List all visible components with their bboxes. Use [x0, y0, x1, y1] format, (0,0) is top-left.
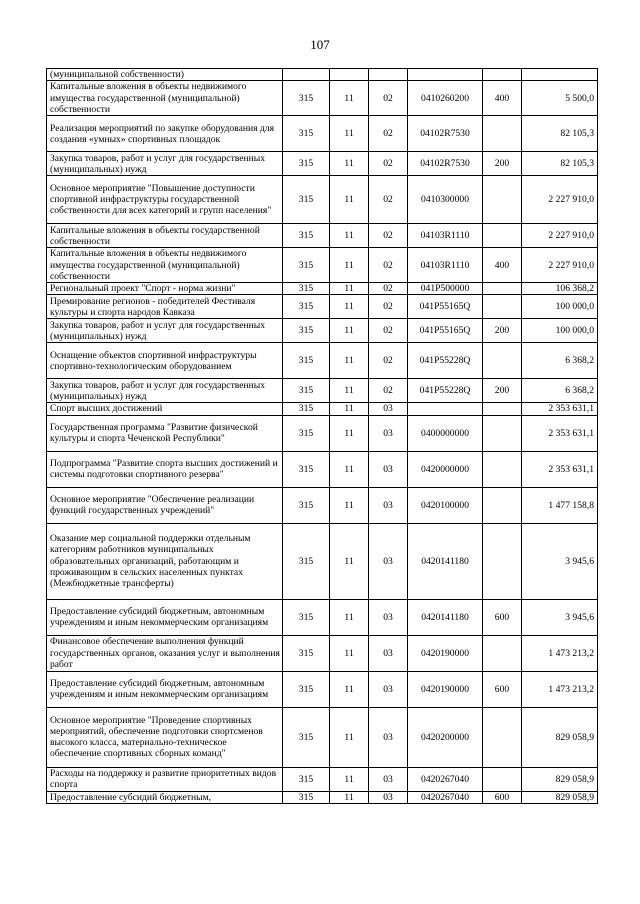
cell-grbs: 315 — [283, 707, 330, 767]
table-row — [47, 224, 598, 248]
cell-target-article: 0420267040 — [408, 791, 483, 803]
cell-target-article: 0410300000 — [408, 176, 483, 224]
cell-subsection: 02 — [369, 343, 408, 379]
table-row — [47, 69, 598, 81]
cell-grbs: 315 — [283, 523, 330, 599]
cell-grbs: 315 — [283, 248, 330, 283]
cell-section: 11 — [330, 599, 369, 635]
cell-section: 11 — [330, 116, 369, 152]
cell-expense-type — [483, 343, 522, 379]
cell-amount: 2 227 910,0 — [522, 248, 598, 283]
cell-expense-type — [483, 403, 522, 415]
cell-subsection: 02 — [369, 152, 408, 176]
table-row — [47, 295, 598, 319]
cell-name: Государственная программа "Развитие физической культуры и спорта Чеченской Республики" — [47, 415, 283, 451]
cell-subsection: 03 — [369, 487, 408, 523]
cell-expense-type — [483, 224, 522, 248]
cell-name: Реализация мероприятий по закупке оборудования для создания «умных» спортивных площадок — [47, 116, 283, 152]
cell-target-article — [408, 69, 483, 81]
cell-section: 11 — [330, 415, 369, 451]
cell-name: Расходы на поддержку и развитие приоритетных видов спорта — [47, 767, 283, 791]
cell-target-article: 04103R1110 — [408, 248, 483, 283]
cell-amount: 2 353 631,1 — [522, 415, 598, 451]
table-row — [47, 635, 598, 671]
cell-name: Оказание мер социальной поддержки отдельным категориям работников муниципальных образовательных организаций, работающим и проживающим в сельских населенных пунктах (Межбюджетные трансферты) — [47, 523, 283, 599]
cell-subsection: 03 — [369, 767, 408, 791]
cell-section: 11 — [330, 295, 369, 319]
cell-subsection: 02 — [369, 295, 408, 319]
cell-section: 11 — [330, 319, 369, 343]
cell-expense-type — [483, 295, 522, 319]
cell-amount: 2 227 910,0 — [522, 176, 598, 224]
cell-target-article: 0420000000 — [408, 451, 483, 487]
cell-section: 11 — [330, 635, 369, 671]
cell-expense-type: 200 — [483, 319, 522, 343]
cell-expense-type — [483, 451, 522, 487]
table-row — [47, 707, 598, 767]
cell-expense-type: 600 — [483, 791, 522, 803]
cell-expense-type — [483, 635, 522, 671]
cell-section: 11 — [330, 248, 369, 283]
cell-expense-type: 200 — [483, 379, 522, 403]
cell-grbs: 315 — [283, 152, 330, 176]
cell-target-article: 0420141180 — [408, 599, 483, 635]
budget-table — [46, 68, 598, 804]
cell-amount: 82 105,3 — [522, 152, 598, 176]
cell-grbs: 315 — [283, 767, 330, 791]
cell-section: 11 — [330, 379, 369, 403]
table-row — [47, 451, 598, 487]
cell-amount: 1 477 158,8 — [522, 487, 598, 523]
cell-target-article: 0420200000 — [408, 707, 483, 767]
cell-grbs: 315 — [283, 116, 330, 152]
cell-amount: 829 058,9 — [522, 791, 598, 803]
cell-amount: 1 473 213,2 — [522, 671, 598, 707]
cell-grbs: 315 — [283, 176, 330, 224]
cell-grbs: 315 — [283, 451, 330, 487]
cell-amount: 82 105,3 — [522, 116, 598, 152]
cell-target-article: 0420190000 — [408, 635, 483, 671]
cell-target-article: 041P55228Q — [408, 343, 483, 379]
cell-target-article — [408, 403, 483, 415]
cell-amount: 100 000,0 — [522, 319, 598, 343]
cell-expense-type: 400 — [483, 81, 522, 116]
cell-section: 11 — [330, 81, 369, 116]
cell-amount: 829 058,9 — [522, 767, 598, 791]
cell-target-article: 0420190000 — [408, 671, 483, 707]
table-row — [47, 415, 598, 451]
cell-amount: 2 353 631,1 — [522, 451, 598, 487]
page-number: 107 — [310, 37, 330, 52]
cell-target-article: 041P55165Q — [408, 319, 483, 343]
cell-subsection: 02 — [369, 283, 408, 295]
cell-subsection: 03 — [369, 599, 408, 635]
table-row — [47, 283, 598, 295]
table-row — [47, 116, 598, 152]
cell-expense-type — [483, 69, 522, 81]
cell-target-article: 0420100000 — [408, 487, 483, 523]
cell-subsection: 03 — [369, 635, 408, 671]
cell-target-article: 04103R1110 — [408, 224, 483, 248]
cell-subsection: 02 — [369, 319, 408, 343]
table-row — [47, 523, 598, 599]
cell-expense-type: 400 — [483, 248, 522, 283]
cell-name: Премирование регионов - победителей Фестиваля культуры и спорта народов Кавказа — [47, 295, 283, 319]
cell-grbs: 315 — [283, 599, 330, 635]
cell-section: 11 — [330, 487, 369, 523]
cell-grbs: 315 — [283, 403, 330, 415]
cell-grbs: 315 — [283, 283, 330, 295]
cell-amount: 106 368,2 — [522, 283, 598, 295]
cell-grbs: 315 — [283, 379, 330, 403]
cell-subsection: 03 — [369, 523, 408, 599]
table-row — [47, 671, 598, 707]
cell-name: Основное мероприятие "Повышение доступности спортивной инфраструктуры государственной собственности для всех категорий и групп населения" — [47, 176, 283, 224]
cell-expense-type — [483, 487, 522, 523]
cell-expense-type — [483, 116, 522, 152]
cell-section: 11 — [330, 707, 369, 767]
cell-subsection: 02 — [369, 81, 408, 116]
cell-grbs: 315 — [283, 487, 330, 523]
cell-name: Закупка товаров, работ и услуг для государственных (муниципальных) нужд — [47, 379, 283, 403]
cell-name: Подпрограмма "Развитие спорта высших достижений и системы подготовки спортивного резерва" — [47, 451, 283, 487]
cell-subsection: 03 — [369, 791, 408, 803]
cell-section: 11 — [330, 451, 369, 487]
cell-subsection: 03 — [369, 671, 408, 707]
cell-subsection: 02 — [369, 176, 408, 224]
cell-amount: 2 227 910,0 — [522, 224, 598, 248]
cell-grbs: 315 — [283, 343, 330, 379]
budget-table-body — [47, 69, 598, 804]
cell-subsection: 02 — [369, 379, 408, 403]
cell-name: Капитальные вложения в объекты государственной собственности — [47, 224, 283, 248]
cell-amount — [522, 69, 598, 81]
cell-amount: 3 945,6 — [522, 599, 598, 635]
cell-name: Основное мероприятие "Обеспечение реализации функций государственных учреждений" — [47, 487, 283, 523]
cell-name: Капитальные вложения в объекты недвижимого имущества государственной (муниципальной) собственности — [47, 248, 283, 283]
cell-target-article: 0420267040 — [408, 767, 483, 791]
cell-name: (муниципальной собственности) — [47, 69, 283, 81]
cell-name: Оснащение объектов спортивной инфраструктуры спортивно-технологическим оборудованием — [47, 343, 283, 379]
cell-subsection: 03 — [369, 415, 408, 451]
cell-section — [330, 69, 369, 81]
cell-amount: 6 368,2 — [522, 379, 598, 403]
cell-name: Предоставление субсидий бюджетным, автономным учреждениям и иным некоммерческим организациям — [47, 599, 283, 635]
cell-expense-type: 200 — [483, 152, 522, 176]
cell-grbs: 315 — [283, 671, 330, 707]
cell-target-article: 0400000000 — [408, 415, 483, 451]
cell-section: 11 — [330, 343, 369, 379]
cell-name: Региональный проект "Спорт - норма жизни" — [47, 283, 283, 295]
cell-grbs — [283, 69, 330, 81]
table-row — [47, 487, 598, 523]
table-row — [47, 791, 598, 803]
cell-subsection: 03 — [369, 403, 408, 415]
cell-target-article: 04102R7530 — [408, 152, 483, 176]
cell-grbs: 315 — [283, 791, 330, 803]
cell-section: 11 — [330, 767, 369, 791]
cell-grbs: 315 — [283, 224, 330, 248]
table-row — [47, 248, 598, 283]
cell-amount: 100 000,0 — [522, 295, 598, 319]
cell-subsection: 02 — [369, 116, 408, 152]
cell-name: Закупка товаров, работ и услуг для государственных (муниципальных) нужд — [47, 152, 283, 176]
cell-name: Закупка товаров, работ и услуг для государственных (муниципальных) нужд — [47, 319, 283, 343]
cell-section: 11 — [330, 671, 369, 707]
cell-target-article: 0410260200 — [408, 81, 483, 116]
cell-amount: 1 473 213,2 — [522, 635, 598, 671]
cell-amount: 2 353 631,1 — [522, 403, 598, 415]
cell-grbs: 315 — [283, 635, 330, 671]
cell-subsection — [369, 69, 408, 81]
cell-target-article: 0420141180 — [408, 523, 483, 599]
cell-expense-type — [483, 176, 522, 224]
cell-expense-type — [483, 767, 522, 791]
cell-grbs: 315 — [283, 295, 330, 319]
cell-expense-type — [483, 283, 522, 295]
cell-section: 11 — [330, 176, 369, 224]
cell-subsection: 02 — [369, 248, 408, 283]
cell-target-article: 04102R7530 — [408, 116, 483, 152]
cell-section: 11 — [330, 152, 369, 176]
table-row — [47, 319, 598, 343]
cell-name: Капитальные вложения в объекты недвижимого имущества государственной (муниципальной) собственности — [47, 81, 283, 116]
cell-name: Спорт высших достижений — [47, 403, 283, 415]
table-row — [47, 379, 598, 403]
cell-amount: 5 500,0 — [522, 81, 598, 116]
cell-section: 11 — [330, 224, 369, 248]
cell-target-article: 041P55228Q — [408, 379, 483, 403]
cell-subsection: 03 — [369, 707, 408, 767]
cell-grbs: 315 — [283, 415, 330, 451]
cell-section: 11 — [330, 791, 369, 803]
cell-subsection: 02 — [369, 224, 408, 248]
table-row — [47, 343, 598, 379]
table-row — [47, 176, 598, 224]
cell-target-article: 041P500000 — [408, 283, 483, 295]
table-row — [47, 403, 598, 415]
cell-section: 11 — [330, 403, 369, 415]
cell-section: 11 — [330, 523, 369, 599]
cell-grbs: 315 — [283, 319, 330, 343]
cell-name: Предоставление субсидий бюджетным, — [47, 791, 283, 803]
cell-target-article: 041P55165Q — [408, 295, 483, 319]
cell-expense-type — [483, 523, 522, 599]
table-row — [47, 599, 598, 635]
cell-name: Основное мероприятие "Проведение спортивных мероприятий, обеспечение подготовки спортсменов высокого класса, материально-техническое обеспечение спортивных сборных команд" — [47, 707, 283, 767]
cell-amount: 3 945,6 — [522, 523, 598, 599]
table-row — [47, 81, 598, 116]
cell-grbs: 315 — [283, 81, 330, 116]
cell-name: Предоставление субсидий бюджетным, автономным учреждениям и иным некоммерческим организациям — [47, 671, 283, 707]
cell-expense-type: 600 — [483, 671, 522, 707]
table-row — [47, 152, 598, 176]
cell-name: Финансовое обеспечение выполнения функций государственных органов, оказания услуг и выполнения работ — [47, 635, 283, 671]
cell-section: 11 — [330, 283, 369, 295]
cell-subsection: 03 — [369, 451, 408, 487]
cell-expense-type: 600 — [483, 599, 522, 635]
table-row — [47, 767, 598, 791]
cell-amount: 829 058,9 — [522, 707, 598, 767]
cell-amount: 6 368,2 — [522, 343, 598, 379]
cell-expense-type — [483, 415, 522, 451]
cell-expense-type — [483, 707, 522, 767]
